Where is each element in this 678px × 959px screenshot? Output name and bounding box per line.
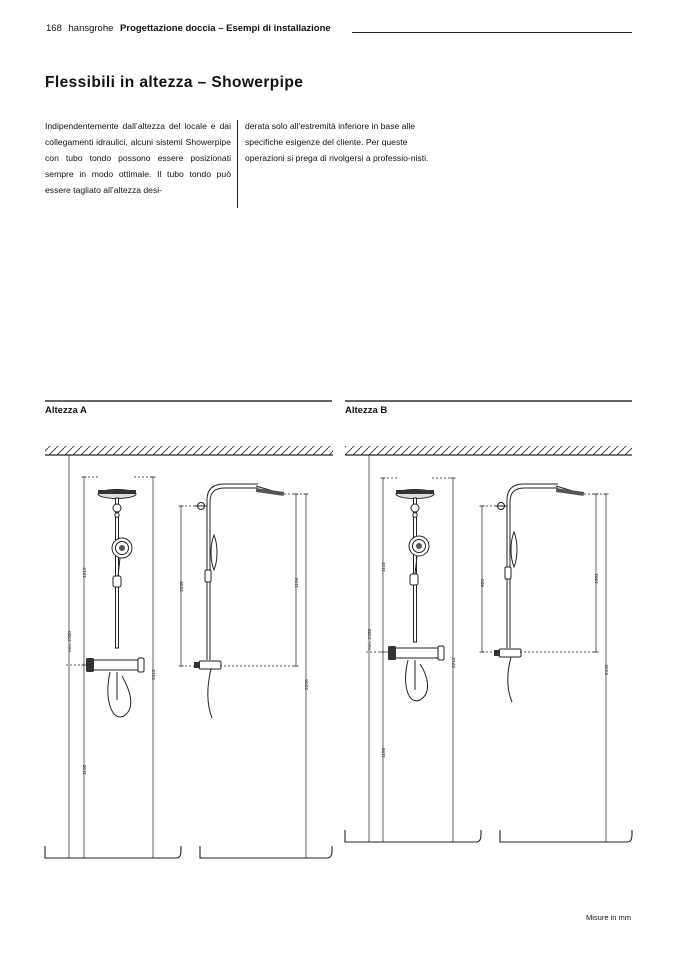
intro-column-2: derata solo all’estremità inferiore in base alle specifiche esigenze del cliente. Per queste operazioni si prega di rivolgersi a professio-nisti. <box>245 121 429 164</box>
floor-tray-front-b <box>345 830 481 842</box>
dimension-lines-front-a <box>66 455 156 858</box>
dim-side-right-b: 1004 <box>595 573 600 584</box>
footer-note: Misure in mm <box>585 913 631 922</box>
section-title: Progettazione doccia – Esempi di installazione <box>120 23 331 34</box>
drawing-altezza-a <box>45 446 333 858</box>
shower-front-view-a <box>86 490 144 717</box>
section-title-a: Altezza A <box>45 405 87 416</box>
shower-front-view-b <box>388 490 444 701</box>
dim-side-upper-b: 920 <box>481 578 486 587</box>
page-title: Flessibili in altezza – Showerpipe <box>45 74 304 91</box>
shower-side-view-a <box>194 484 284 718</box>
dimension-lines-side-b <box>480 494 609 842</box>
dim-mid-a: 2412 <box>152 669 157 680</box>
brand-name: hansgrohe <box>68 23 114 34</box>
floor-tray-side-a <box>200 846 332 858</box>
dim-side-total-b: 2102 <box>605 664 610 675</box>
dim-total-a: min. 2330 <box>68 630 73 652</box>
dim-upper-a: 1212 <box>83 567 88 578</box>
dim-upper-b: 1112 <box>382 562 387 572</box>
dim-lower-a: 1100 <box>83 764 88 775</box>
floor-tray-front-a <box>45 846 181 858</box>
page-number: 168 <box>46 23 62 34</box>
floor-tray-side-b <box>500 830 632 842</box>
drawing-altezza-b <box>345 446 632 842</box>
shower-side-view-b <box>494 484 584 702</box>
dim-total-b: min. 2338 <box>368 628 373 650</box>
ceiling-hatch-a <box>45 446 333 455</box>
dimension-lines-side-a <box>179 494 309 858</box>
ceiling-hatch-b <box>345 446 632 455</box>
intro-column-1: Indipendentemente dall’altezza del locale e dai collegamenti idraulici, alcuni sistemi Showerpipe con tubo tondo possono essere posizionati sempre in modo ottimale. Il tubo tondo può essere tagliato all’altezza desi- <box>45 121 231 196</box>
dim-side-total-a: 2205 <box>305 679 310 690</box>
dim-side-upper-a: 1039 <box>180 581 185 592</box>
section-title-b: Altezza B <box>345 405 388 416</box>
dim-lower-b: 1180 <box>382 747 387 758</box>
dim-side-right-a: 1104 <box>295 577 300 588</box>
dim-mid-b: 2212 <box>452 657 457 668</box>
